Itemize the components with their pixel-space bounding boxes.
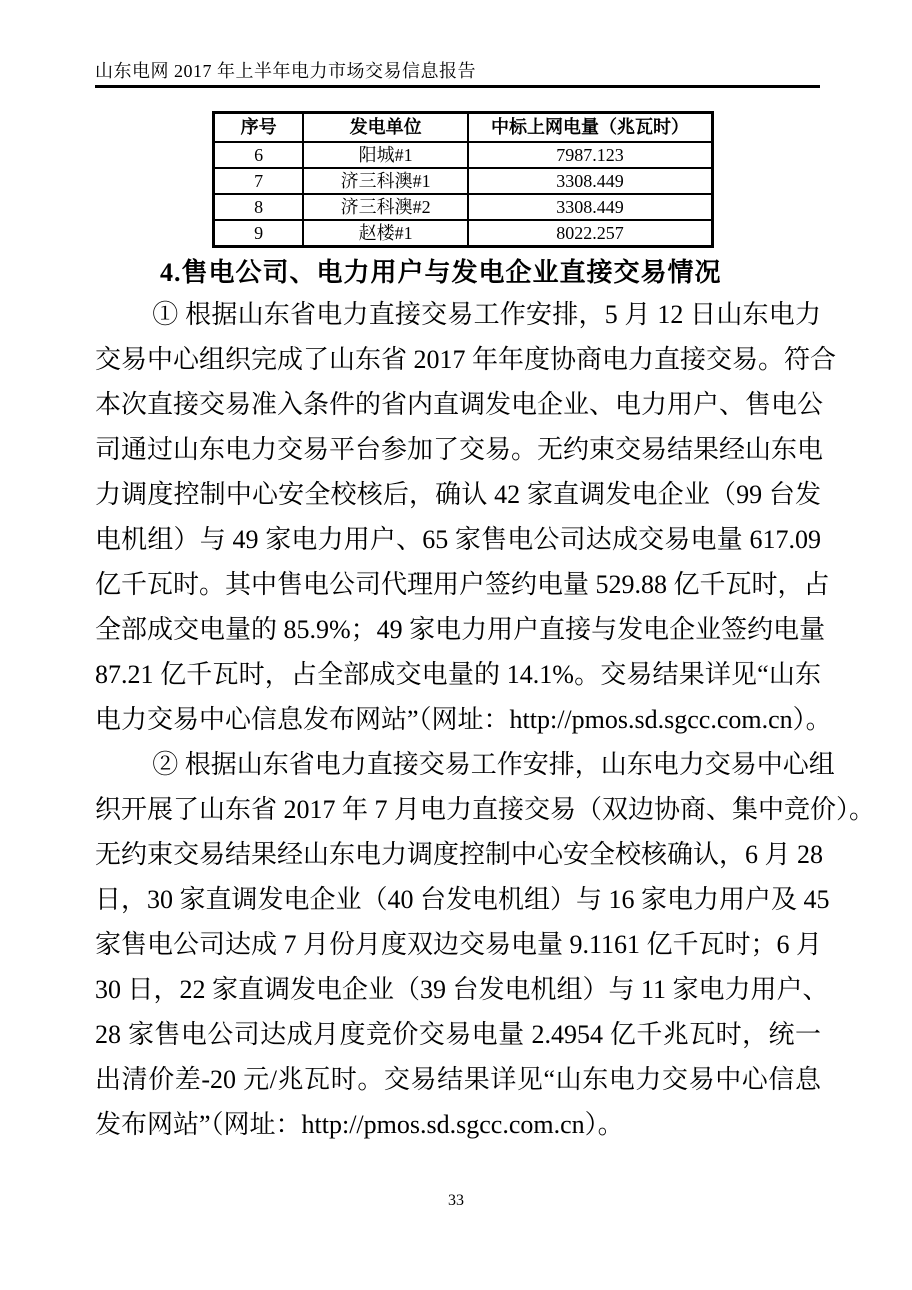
body-line: 司通过山东电力交易平台参加了交易。无约束交易结果经山东电 bbox=[95, 435, 824, 464]
body-line: 织开展了山东省 2017 年 7 月电力直接交易（双边协商、集中竞价）。 bbox=[95, 795, 876, 824]
table-cell-volume: 3308.449 bbox=[468, 194, 713, 220]
table-cell-index: 9 bbox=[214, 220, 304, 247]
body-line: 发布网站”（网址：http://pmos.sd.sgcc.com.cn）。 bbox=[95, 1110, 624, 1139]
body-line: 电机组）与 49 家电力用户、65 家售电公司达成交易电量 617.09 bbox=[95, 525, 821, 554]
table-header-volume: 中标上网电量（兆瓦时） bbox=[468, 113, 713, 143]
table-row bbox=[214, 194, 713, 220]
body-line: ② 根据山东省电力直接交易工作安排，山东电力交易中心组 bbox=[152, 750, 835, 779]
body-text bbox=[95, 292, 876, 1147]
body-line: 87.21 亿千瓦时，占全部成交电量的 14.1%。交易结果详见“山东 bbox=[95, 660, 821, 689]
table-cell-index: 8 bbox=[214, 194, 304, 220]
body-line: 交易中心组织完成了山东省 2017 年年度协商电力直接交易。符合 bbox=[95, 345, 837, 374]
body-line: 全部成交电量的 85.9%；49 家电力用户直接与发电企业签约电量 bbox=[95, 615, 826, 644]
table-cell-unit: 济三科澳#2 bbox=[303, 194, 468, 220]
table-cell-index: 6 bbox=[214, 142, 304, 168]
table-cell-volume: 7987.123 bbox=[468, 142, 713, 168]
table-cell-volume: 8022.257 bbox=[468, 220, 713, 247]
bid-volume-table bbox=[212, 111, 714, 248]
table-cell-index: 7 bbox=[214, 168, 304, 194]
table-row bbox=[214, 142, 713, 168]
table-header-row bbox=[214, 113, 713, 143]
running-header-title: 山东电网 2017 年上半年电力市场交易信息报告 bbox=[95, 61, 476, 81]
body-line: 亿千瓦时。其中售电公司代理用户签约电量 529.88 亿千瓦时，占 bbox=[95, 570, 830, 599]
body-line: 30 日，22 家直调发电企业（39 台发电机组）与 11 家电力用户、 bbox=[95, 975, 829, 1004]
body-line: 出清价差-20 元/兆瓦时。交易结果详见“山东电力交易中心信息 bbox=[95, 1065, 821, 1094]
body-line: 家售电公司达成 7 月份月度双边交易电量 9.1161 亿千瓦时；6 月 bbox=[95, 930, 823, 959]
table-row bbox=[214, 168, 713, 194]
table-header-unit: 发电单位 bbox=[303, 113, 468, 143]
body-line: 无约束交易结果经山东电力调度控制中心安全校核确认，6 月 28 bbox=[95, 840, 824, 869]
body-line: 力调度控制中心安全校核后，确认 42 家直调发电企业（99 台发 bbox=[95, 480, 821, 509]
table-cell-unit: 阳城#1 bbox=[303, 142, 468, 168]
body-line: 电力交易中心信息发布网站”（网址：http://pmos.sd.sgcc.com.cn）。 bbox=[95, 705, 832, 734]
page-number: 33 bbox=[448, 1192, 464, 1209]
body-line: ① 根据山东省电力直接交易工作安排，5 月 12 日山东电力 bbox=[152, 300, 821, 329]
table-cell-unit: 赵楼#1 bbox=[303, 220, 468, 247]
table-cell-unit: 济三科澳#1 bbox=[303, 168, 468, 194]
section-heading: 4.售电公司、电力用户与发电企业直接交易情况 bbox=[160, 258, 722, 287]
body-line: 日，30 家直调发电企业（40 台发电机组）与 16 家电力用户及 45 bbox=[95, 885, 830, 914]
table-header-index: 序号 bbox=[214, 113, 304, 143]
body-line: 28 家售电公司达成月度竞价交易电量 2.4954 亿千兆瓦时，统一 bbox=[95, 1020, 821, 1049]
body-line: 本次直接交易准入条件的省内直调发电企业、电力用户、售电公 bbox=[95, 390, 824, 419]
table-cell-volume: 3308.449 bbox=[468, 168, 713, 194]
table-row bbox=[214, 220, 713, 247]
header-rule bbox=[95, 85, 820, 88]
